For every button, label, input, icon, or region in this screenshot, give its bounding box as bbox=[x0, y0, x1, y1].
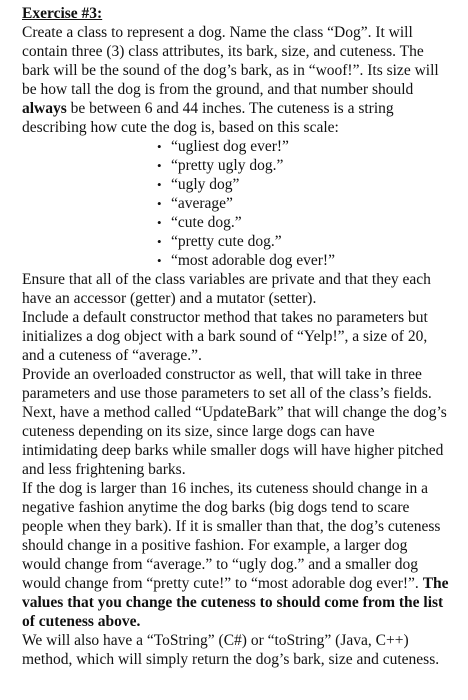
bullet-icon: • bbox=[157, 215, 162, 230]
exercise-title: Exercise #3: bbox=[22, 5, 103, 22]
bullet-icon: • bbox=[157, 139, 162, 154]
intro-text-end: be between 6 and 44 inches. The cuteness is a string describing how cute the dog is, based on this scale: bbox=[22, 100, 394, 136]
list-item bbox=[157, 232, 450, 251]
list-item bbox=[157, 213, 450, 232]
bullet-icon: • bbox=[157, 253, 162, 268]
private-variables-paragraph: Ensure that all of the class variables are private and that they each have an accessor (getter) and a mutator (setter). bbox=[22, 271, 431, 307]
intro-text-start: Create a class to represent a dog. Name the class “Dog”. It will contain three (3) class attributes, its bark, size, and cuteness. The bark will be the sound of the dog’s bark, as in “woof!”. Its size will be how tall the dog is from the ground, and that number should bbox=[22, 24, 439, 98]
tostring-paragraph: We will also have a “ToString” (C#) or “toString” (Java, C++) method, which will simply return the dog’s bark, size and cuteness. bbox=[22, 632, 440, 668]
bullet-icon: • bbox=[157, 234, 162, 249]
scale-item-text: “ugliest dog ever!” bbox=[171, 138, 289, 155]
bullet-icon: • bbox=[157, 158, 162, 173]
update-bark-paragraph: Next, have a method called “UpdateBark” that will change the dog’s cuteness depending on its size, since large dogs can have intimidating deep barks while smaller dogs will have higher pitched and less frightening barks. bbox=[22, 404, 447, 478]
default-constructor-paragraph: Include a default constructor method that takes no parameters but initializes a dog object with a bark sound of “Yelp!”, a size of 20, and a cuteness of “average.”. bbox=[22, 309, 428, 364]
bullet-icon: • bbox=[157, 177, 162, 192]
scale-item-text: “cute dog.” bbox=[171, 214, 242, 231]
list-item bbox=[157, 137, 450, 156]
scale-item-text: “average” bbox=[171, 195, 233, 212]
scale-item-text: “pretty ugly dog.” bbox=[171, 157, 284, 174]
size-behavior-emphasis: The values that you change the cuteness to should come from the list of cuteness above. bbox=[22, 575, 449, 630]
intro-paragraph bbox=[22, 23, 450, 137]
size-behavior-text: If the dog is larger than 16 inches, its cuteness should change in a negative fashion anytime the dog barks (big dogs tend to scare people when they bark). If it is smaller than that, the dog’s cuteness should change in a positive fashion. For example, a larger dog would change from “average.” to “ugly dog.” and a smaller dog would change from “pretty cute!” to “most adorable dog ever!”. bbox=[22, 480, 441, 592]
intro-emphasis-always: always bbox=[22, 100, 67, 117]
list-item bbox=[157, 156, 450, 175]
scale-item-text: “pretty cute dog.” bbox=[171, 233, 282, 250]
bullet-icon: • bbox=[157, 196, 162, 211]
overloaded-constructor-paragraph: Provide an overloaded constructor as well, that will take in three parameters and use those parameters to set all of the class’s fields. bbox=[22, 366, 432, 402]
scale-item-text: “ugly dog” bbox=[171, 176, 240, 193]
list-item bbox=[157, 251, 450, 270]
cuteness-scale-list bbox=[22, 137, 450, 270]
list-item bbox=[157, 175, 450, 194]
list-item bbox=[157, 194, 450, 213]
scale-item-text: “most adorable dog ever!” bbox=[171, 252, 335, 269]
size-behavior-paragraph bbox=[22, 479, 450, 631]
